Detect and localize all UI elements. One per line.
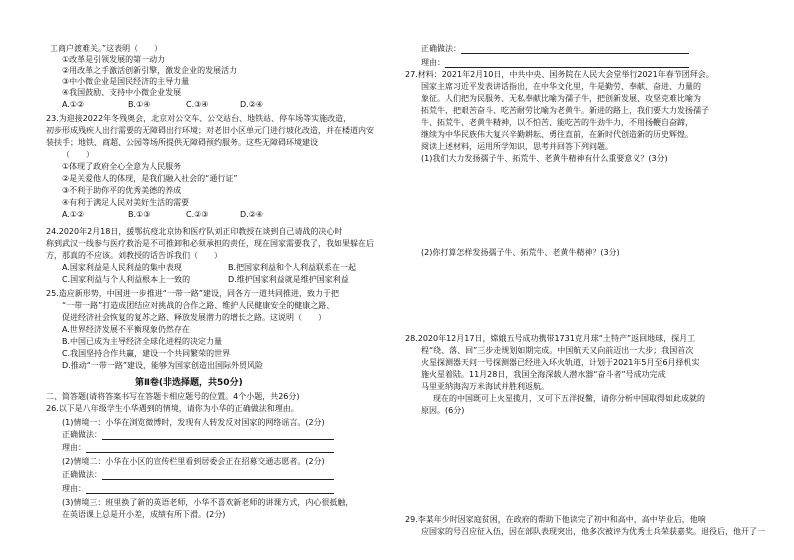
q23-choice-c: C.②③ bbox=[186, 210, 209, 219]
q27-question-2: (2)你打算怎样发扬孺子牛、拓荒牛、老黄牛精神？(3分) bbox=[421, 248, 620, 257]
q28-stem: 程“绕、落、回”三步走规划如期完成。中国航天又向前迈出一大步；我国首次 bbox=[421, 346, 694, 355]
q24-option: A.国家利益是人民利益的集中表现 bbox=[62, 263, 182, 272]
scenario-2: (2)情境二：小华在小区的宣传栏里看到居委会正在招募交通志愿者。(2分) bbox=[62, 457, 325, 466]
correct-label: 正确做法： bbox=[62, 470, 102, 479]
q27-stem: 27.材料：2021年2月10日，中共中央、国务院在人民大会堂举行2021年春节团拜会。 bbox=[405, 70, 714, 79]
reason-label: 理由： bbox=[421, 58, 445, 67]
scenario-3: 在英语课上总是开小差，成绩有所下滑。(2分) bbox=[62, 510, 226, 519]
q25-option: B.中国已成为主导经济全球化进程的决定力量 bbox=[62, 337, 223, 346]
q28-stem: 施火星着陆。11月28日，我国全海深载人潜水器“奋斗者”号成功完成 bbox=[421, 370, 666, 379]
q23-stem: 23.为迎接2022年冬残奥会，北京对公交车、公交站台、地铁站、停车场等实施改造， bbox=[46, 114, 352, 123]
q23-choice-b: B.①③ bbox=[128, 210, 151, 219]
section-title: 第Ⅱ卷(非选择题，共50分) bbox=[135, 378, 243, 388]
q28-question: 现在的中国既可上火星揽月，又可下五洋捉鳖，请你分析中国取得如此成就的 bbox=[433, 394, 705, 403]
q25-stem: 25.造应新形势，中国进一步推进“一带一路”建设，同各方一道共同推进，致力于把 bbox=[46, 289, 340, 298]
q25-stem: “一带一路”打造成团结应对挑战的合作之路、维护人民健康安全的健康之路、 bbox=[62, 301, 335, 310]
q25-option: C.我国坚持合作共赢，建设一个共同繁荣的世界 bbox=[62, 349, 231, 358]
q24-stem: 24.2020年2月18日，援鄂抗疫北京协和医疗队刘正印教授在谈到自己请战的决心时 bbox=[46, 227, 343, 236]
q28-question: 原因。(6分) bbox=[421, 406, 465, 415]
q24-option: C.国家利益与个人利益根本上一致的 bbox=[62, 275, 191, 284]
q27-stem: 国家主席习近平发表讲话指出，在中华文化里，牛是勤劳、奉献、奋进、力量的 bbox=[421, 82, 701, 91]
q28-stem: 28.2020年12月17日，嫦娥五号成功携带1731克月球“土特产”返回地球，探月工 bbox=[405, 334, 696, 343]
answer-line[interactable] bbox=[102, 479, 334, 480]
q27-stem: 拓荒牛，把艰苦奋斗、吃苦耐劳比喻为老黄牛。新进的路上，我们要大力发扬孺子 bbox=[421, 106, 709, 115]
q22-option: ④我国鼓励、支持中小微企业发展 bbox=[62, 88, 182, 97]
q22-choice-b: B.①④ bbox=[128, 100, 151, 109]
q22-option: ②用改革之手激活创新引擎，激发企业的发展活力 bbox=[62, 66, 238, 75]
q24-stem: 称到武汉一线参与医疗救治是不可推卸和必须承担的责任，现在国家需要我了，我如果躲在后 bbox=[46, 239, 374, 248]
q29-stem: 29.李某年少时因家庭贫困，在政府的帮助下他读完了初中和高中，高中毕业后，他响 bbox=[405, 515, 706, 524]
q25-option: A.世界经济发展不平衡现象仍然存在 bbox=[62, 325, 190, 334]
reason-label: 理由： bbox=[62, 443, 86, 452]
q22-choice-c: C.③④ bbox=[186, 100, 209, 109]
q27-stem: 阅读上述材料，运用所学知识，思考并回答下列问题。 bbox=[421, 142, 613, 151]
answer-line[interactable] bbox=[461, 53, 689, 54]
correct-label: 正确做法： bbox=[421, 44, 461, 53]
q27-stem: 继续为中华民族伟大复兴辛勤耕耘、勇往直前，在新时代创造新的历史辉煌。 bbox=[421, 130, 693, 139]
q22-option: ①改革是引领发展的第一动力 bbox=[62, 55, 166, 64]
q23-stem: 装扶手；地铁、商超、公园等场所提供无障碍预约服务。这些无障碍环境建设 bbox=[46, 138, 318, 147]
reason-label: 理由： bbox=[62, 484, 86, 493]
q24-stem: 方，那真的不应该。刘教授的话告诉我们（ ） bbox=[46, 251, 222, 260]
q27-stem: 牛、拓荒牛、老黄牛精神，以不怕苦、能吃苦的牛劲牛力，不用扬鞭自奋蹄， bbox=[421, 118, 693, 127]
q23-stem: （ ） bbox=[62, 150, 94, 159]
q28-stem: 马里亚纳海沟万米海试并胜利返航。 bbox=[421, 382, 549, 391]
q24-option: D.维护国家利益就是维护国家利益 bbox=[228, 275, 349, 284]
q29-stem: 应国家的号召应征入伍，因在部队表现突出，他多次被评为优秀士兵荣获嘉奖。退役后，他开了一 bbox=[421, 527, 765, 536]
part2-header: 二、简答题(请将答案书写在答题卡相应题号的位置。4个小题，共26分) bbox=[46, 392, 300, 401]
answer-line[interactable] bbox=[102, 439, 334, 440]
correct-label: 正确做法： bbox=[62, 430, 102, 439]
q25-option: D.推动“一带一路”建设，能够为国家创造出国际外贸风险 bbox=[62, 361, 263, 370]
answer-line[interactable] bbox=[86, 493, 334, 494]
scenario-3: (3)情境三：班里换了新的英语老师，小华不喜欢新老师的讲课方式，内心很抵触， bbox=[62, 498, 354, 507]
q22-tail: 工商户渡难关。”这表明（ ） bbox=[50, 44, 163, 53]
q27-question-1: (1)我们大力发扬孺子牛、拓荒牛、老黄牛精神有什么重要意义？(3分) bbox=[421, 154, 668, 163]
q23-choice-a: A.①② bbox=[62, 210, 85, 219]
answer-line[interactable] bbox=[445, 67, 689, 68]
q22-choice-a: A.①② bbox=[62, 100, 85, 109]
q22-option: ③中小微企业是国民经济的主导力量 bbox=[62, 77, 190, 86]
q27-stem: 象征。人们把为民服务、无私奉献比喻为孺子牛，把创新发展、攻坚克难比喻为 bbox=[421, 94, 701, 103]
scenario-1: (1)情境一：小华在浏览微博时，发现有人转发反对国家的网络谣言。(2分) bbox=[62, 418, 325, 427]
q23-option: ③不利于助你平的优秀美德的养成 bbox=[62, 186, 182, 195]
q28-stem: 火星探测器天问一号探测器已经进入环火轨道，计划于2021年5月至6月择机实 bbox=[421, 358, 700, 367]
q23-option: ②是关爱他人的体现，是我们融入社会的“通行证” bbox=[62, 174, 238, 183]
q23-option: ④有利于满足人民对美好生活的需要 bbox=[62, 198, 190, 207]
q23-stem: 初步形成残疾人出行需要的无障碍出行环境；对老旧小区单元门进行坡化改造，并在楼道内安 bbox=[46, 126, 374, 135]
q23-choice-d: D.②④ bbox=[240, 210, 264, 219]
q26-stem: 26.以下是八年级学生小华遇到的情境，请你为小华的正确做法和理由。 bbox=[46, 404, 299, 413]
q25-stem: 促进经济社会恢复的复苏之路、释放发展潜力的增长之路。这说明（ ） bbox=[62, 313, 326, 322]
answer-line[interactable] bbox=[86, 452, 334, 453]
right-column bbox=[397, 0, 794, 560]
q23-option: ①体现了政府全心全意为人民服务 bbox=[62, 162, 182, 171]
q22-choice-d: D.②④ bbox=[240, 100, 264, 109]
q24-option: B.把国家利益和个人利益联系在一起 bbox=[228, 263, 357, 272]
